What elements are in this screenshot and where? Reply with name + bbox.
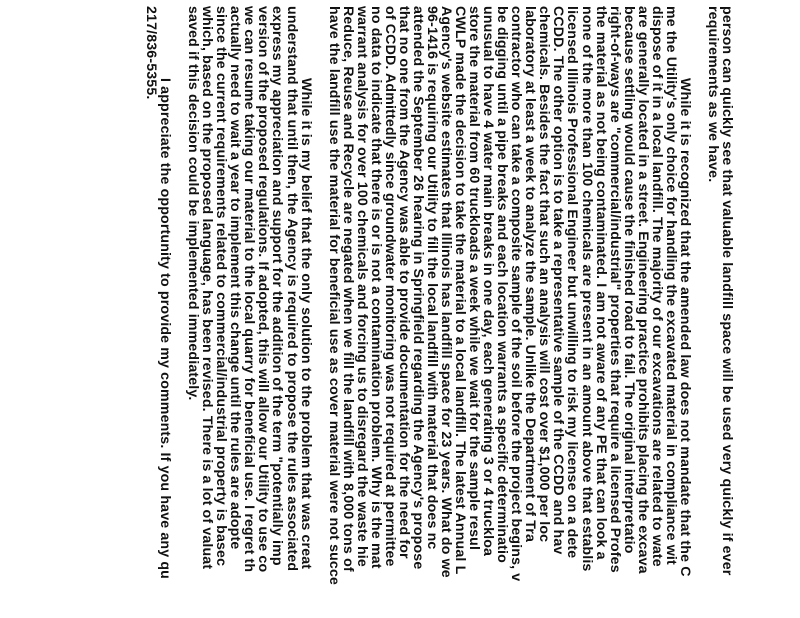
text-line: version of the proposed regulations. If adopted, this will allow our Utility to use co [255,6,272,573]
text-line: understand that until then, the Agency is required to propose the rules associated [283,6,300,572]
text-line: laboratory at least a week to analyze the sample. Unlike the Department of Tra [522,6,539,543]
text-line: 217/836-5355. [143,6,160,100]
text-line: no data to indicate that there is or is not a contamination problem. Why is the mat [367,6,384,569]
paragraph-gap [313,6,327,618]
text-line: because settling would cause the finished road to fail. The original interpretatio [620,6,637,554]
paragraph-belief [186,6,312,618]
text-line: store the material from 60 truckloads a week while we wait for the sample resul [466,6,483,551]
text-line: requirements as we have. [704,6,721,183]
text-line: While it is recognized that the amended law does not mandate that the C [676,78,693,577]
text-line: express my appreciation and support for the addition of the term "potentially imp [269,6,286,566]
text-line: CCDD. The other option is to take a representative sample of the CCDD and hav [550,6,567,555]
rotated-letter-body [54,6,734,618]
text-line: the material as not being contaminated. I am not aware of any PE that can look a [592,6,609,560]
text-line: I appreciate the opportunity to provide my comments. If you have any qu [157,78,174,579]
text-line: Agency's website estimates that Illinois has landfill space for 23 years. What do we [438,6,455,578]
text-line: dispose of it in a local landfill. The majority of our excavations are related to wate [648,6,665,567]
text-line: none of the more than 100 chemicals are present in an amount above that establis [578,6,595,572]
text-line: CWLP made the decision to take the material to a local landfill. The latest Annual L [452,6,469,575]
text-line: unusual to have 4 water main breaks in one day, each generating 3 or 4 truckloa [480,6,497,557]
text-line: attended the September 26 hearing in Springfield regarding the Agency's propose [409,6,426,570]
text-line: of CCDD. Admittedly since groundwater monitoring was not required at permittee [381,6,398,567]
paragraph-amended-law [327,6,692,618]
text-line: right-of-ways are "commercial/industrial" properties that require a licensed Profes [606,6,623,573]
paragraph-closing [144,6,172,618]
text-line: we can resume taking our material to the local quarry for beneficial use. I regret th [241,6,258,573]
paragraph-landfill-space [706,6,734,618]
text-line: chemicals. Besides the fact that such an analysis will cost over $1,000 per loc [536,6,553,543]
text-line: licensed Illinois Professional Engineer but unwilling to risk my license on a dete [564,6,581,559]
text-line: have the landfill use the material for beneficial use as cover material were not succe [325,6,342,586]
text-line: Reduce, Reuse and Recycle are negated when we fill the landfill with 8,000 tons of [339,6,356,572]
text-line: which, based on the proposed language, has been revised. There is a lot of valuat [199,6,216,570]
paragraph-gap [692,6,706,618]
text-line: 96-1416 is requiring our Utility to fill the local landfill with material that does nc [424,6,441,550]
text-line: saved if this decision could be implemented immediately. [185,6,202,401]
text-line: me the Utility's only choice for handling the excavated material in compliance wit [662,6,679,565]
text-line: While it is my belief that the only solution to the problem that was creat [297,78,314,570]
text-line: contractor who can take a composite sample of the soil before the project begins, v [508,6,525,582]
text-line: since the current requirements related to commercial/industrial property is basec [213,6,230,567]
text-line: person can quickly see that valuable landfill space will be used very quickly if ever [719,6,735,576]
text-line: be digging until a pipe breaks and each location warrants a specific determinatio [494,6,511,563]
paragraph-gap [172,6,186,618]
text-line: are generally located in a street. Engineering practice prohibits placing the excava [634,6,651,574]
text-line: that no one from the Agency was able to provide documentation for the need for [395,6,412,559]
text-line: warrant analysis for over 100 chemicals and forcing us to disregard the waste hie [353,6,370,567]
text-line: actually need to wait a year to implement this change until the rules are adopte [227,6,244,550]
